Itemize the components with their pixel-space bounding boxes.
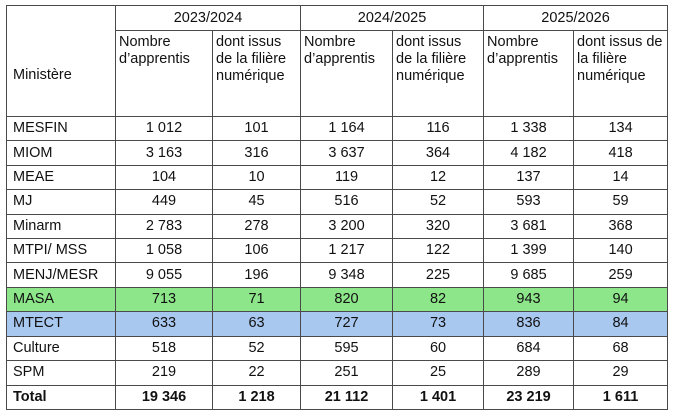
table-cell: 60 xyxy=(393,336,484,360)
table-cell: 316 xyxy=(213,141,301,165)
table-cell: 516 xyxy=(301,190,393,214)
table-cell: 104 xyxy=(116,165,213,189)
ministry-name: MEAE xyxy=(7,165,116,189)
table-row xyxy=(7,141,668,165)
table-cell: 52 xyxy=(213,336,301,360)
total-label: Total xyxy=(7,385,116,409)
table-cell: 3 637 xyxy=(301,141,393,165)
table-cell: 137 xyxy=(484,165,574,189)
table-cell: 9 055 xyxy=(116,263,213,287)
ministry-name: SPM xyxy=(7,361,116,385)
table-row xyxy=(7,165,668,189)
table-cell: 278 xyxy=(213,214,301,238)
table-cell: 3 681 xyxy=(484,214,574,238)
table-cell: 22 xyxy=(213,361,301,385)
header-years-row xyxy=(7,6,668,31)
table-cell: 1 338 xyxy=(484,116,574,140)
table-cell: 320 xyxy=(393,214,484,238)
table-cell: 25 xyxy=(393,361,484,385)
subheader-apprentis: Nombre d’apprentis xyxy=(484,31,574,116)
table-cell: 418 xyxy=(574,141,668,165)
ministere-header: Ministère xyxy=(7,6,116,117)
table-cell: 71 xyxy=(213,287,301,311)
ministry-name: MJ xyxy=(7,190,116,214)
table-cell: 1 399 xyxy=(484,239,574,263)
table-cell: 84 xyxy=(574,312,668,336)
table-cell: 10 xyxy=(213,165,301,189)
table-cell: 82 xyxy=(393,287,484,311)
table-cell: 1 164 xyxy=(301,116,393,140)
ministry-name: MIOM xyxy=(7,141,116,165)
table-cell: 29 xyxy=(574,361,668,385)
table-cell: 368 xyxy=(574,214,668,238)
total-cell: 1 218 xyxy=(213,385,301,409)
table-cell: 633 xyxy=(116,312,213,336)
table-cell: 1 217 xyxy=(301,239,393,263)
total-cell: 1 611 xyxy=(574,385,668,409)
table-cell: 94 xyxy=(574,287,668,311)
table-cell: 225 xyxy=(393,263,484,287)
table-cell: 134 xyxy=(574,116,668,140)
subheader-numerique: dont issus de la filière numérique xyxy=(574,31,668,116)
table-row xyxy=(7,190,668,214)
table-cell: 684 xyxy=(484,336,574,360)
table-row xyxy=(7,214,668,238)
total-cell: 21 112 xyxy=(301,385,393,409)
table-cell: 73 xyxy=(393,312,484,336)
ministry-name: MENJ/MESR xyxy=(7,263,116,287)
table-cell: 251 xyxy=(301,361,393,385)
table-cell: 9 685 xyxy=(484,263,574,287)
table-cell: 289 xyxy=(484,361,574,385)
ministry-name: MASA xyxy=(7,287,116,311)
table-cell: 116 xyxy=(393,116,484,140)
table-cell: 3 200 xyxy=(301,214,393,238)
table-cell: 59 xyxy=(574,190,668,214)
table-cell: 122 xyxy=(393,239,484,263)
table-cell: 106 xyxy=(213,239,301,263)
year-header-2023: 2023/2024 xyxy=(116,6,301,31)
table-cell: 2 783 xyxy=(116,214,213,238)
subheader-numerique: dont issus de la filière numérique xyxy=(393,31,484,116)
subheader-apprentis: Nombre d’apprentis xyxy=(116,31,213,116)
table-cell: 14 xyxy=(574,165,668,189)
subheader-apprentis: Nombre d’apprentis xyxy=(301,31,393,116)
table-cell: 101 xyxy=(213,116,301,140)
year-header-2024: 2024/2025 xyxy=(301,6,484,31)
table-cell: 3 163 xyxy=(116,141,213,165)
table-cell: 52 xyxy=(393,190,484,214)
table-cell: 1 012 xyxy=(116,116,213,140)
table-cell: 595 xyxy=(301,336,393,360)
table-cell: 713 xyxy=(116,287,213,311)
total-cell: 19 346 xyxy=(116,385,213,409)
table-cell: 63 xyxy=(213,312,301,336)
year-header-2025: 2025/2026 xyxy=(484,6,668,31)
table-cell: 727 xyxy=(301,312,393,336)
table-row-highlighted-blue xyxy=(7,312,668,336)
table-row xyxy=(7,336,668,360)
ministry-name: MTECT xyxy=(7,312,116,336)
table-cell: 9 348 xyxy=(301,263,393,287)
total-cell: 23 219 xyxy=(484,385,574,409)
ministry-name: MESFIN xyxy=(7,116,116,140)
ministry-name: MTPI/ MSS xyxy=(7,239,116,263)
table-row xyxy=(7,239,668,263)
table-cell: 119 xyxy=(301,165,393,189)
table-cell: 140 xyxy=(574,239,668,263)
table-row xyxy=(7,116,668,140)
table-cell: 4 182 xyxy=(484,141,574,165)
ministry-name: Culture xyxy=(7,336,116,360)
table-cell: 45 xyxy=(213,190,301,214)
table-cell: 820 xyxy=(301,287,393,311)
ministry-name: Minarm xyxy=(7,214,116,238)
table-cell: 12 xyxy=(393,165,484,189)
table-cell: 364 xyxy=(393,141,484,165)
table-cell: 1 058 xyxy=(116,239,213,263)
table-row xyxy=(7,361,668,385)
subheader-numerique: dont issus de la filière numérique xyxy=(213,31,301,116)
table-cell: 593 xyxy=(484,190,574,214)
table-cell: 449 xyxy=(116,190,213,214)
table-cell: 259 xyxy=(574,263,668,287)
table-row xyxy=(7,263,668,287)
table-cell: 836 xyxy=(484,312,574,336)
table-cell: 219 xyxy=(116,361,213,385)
table-row-highlighted-green xyxy=(7,287,668,311)
apprentices-table xyxy=(6,5,668,410)
table-cell: 68 xyxy=(574,336,668,360)
table-cell: 196 xyxy=(213,263,301,287)
total-cell: 1 401 xyxy=(393,385,484,409)
table-cell: 518 xyxy=(116,336,213,360)
table-cell: 943 xyxy=(484,287,574,311)
total-row xyxy=(7,385,668,409)
